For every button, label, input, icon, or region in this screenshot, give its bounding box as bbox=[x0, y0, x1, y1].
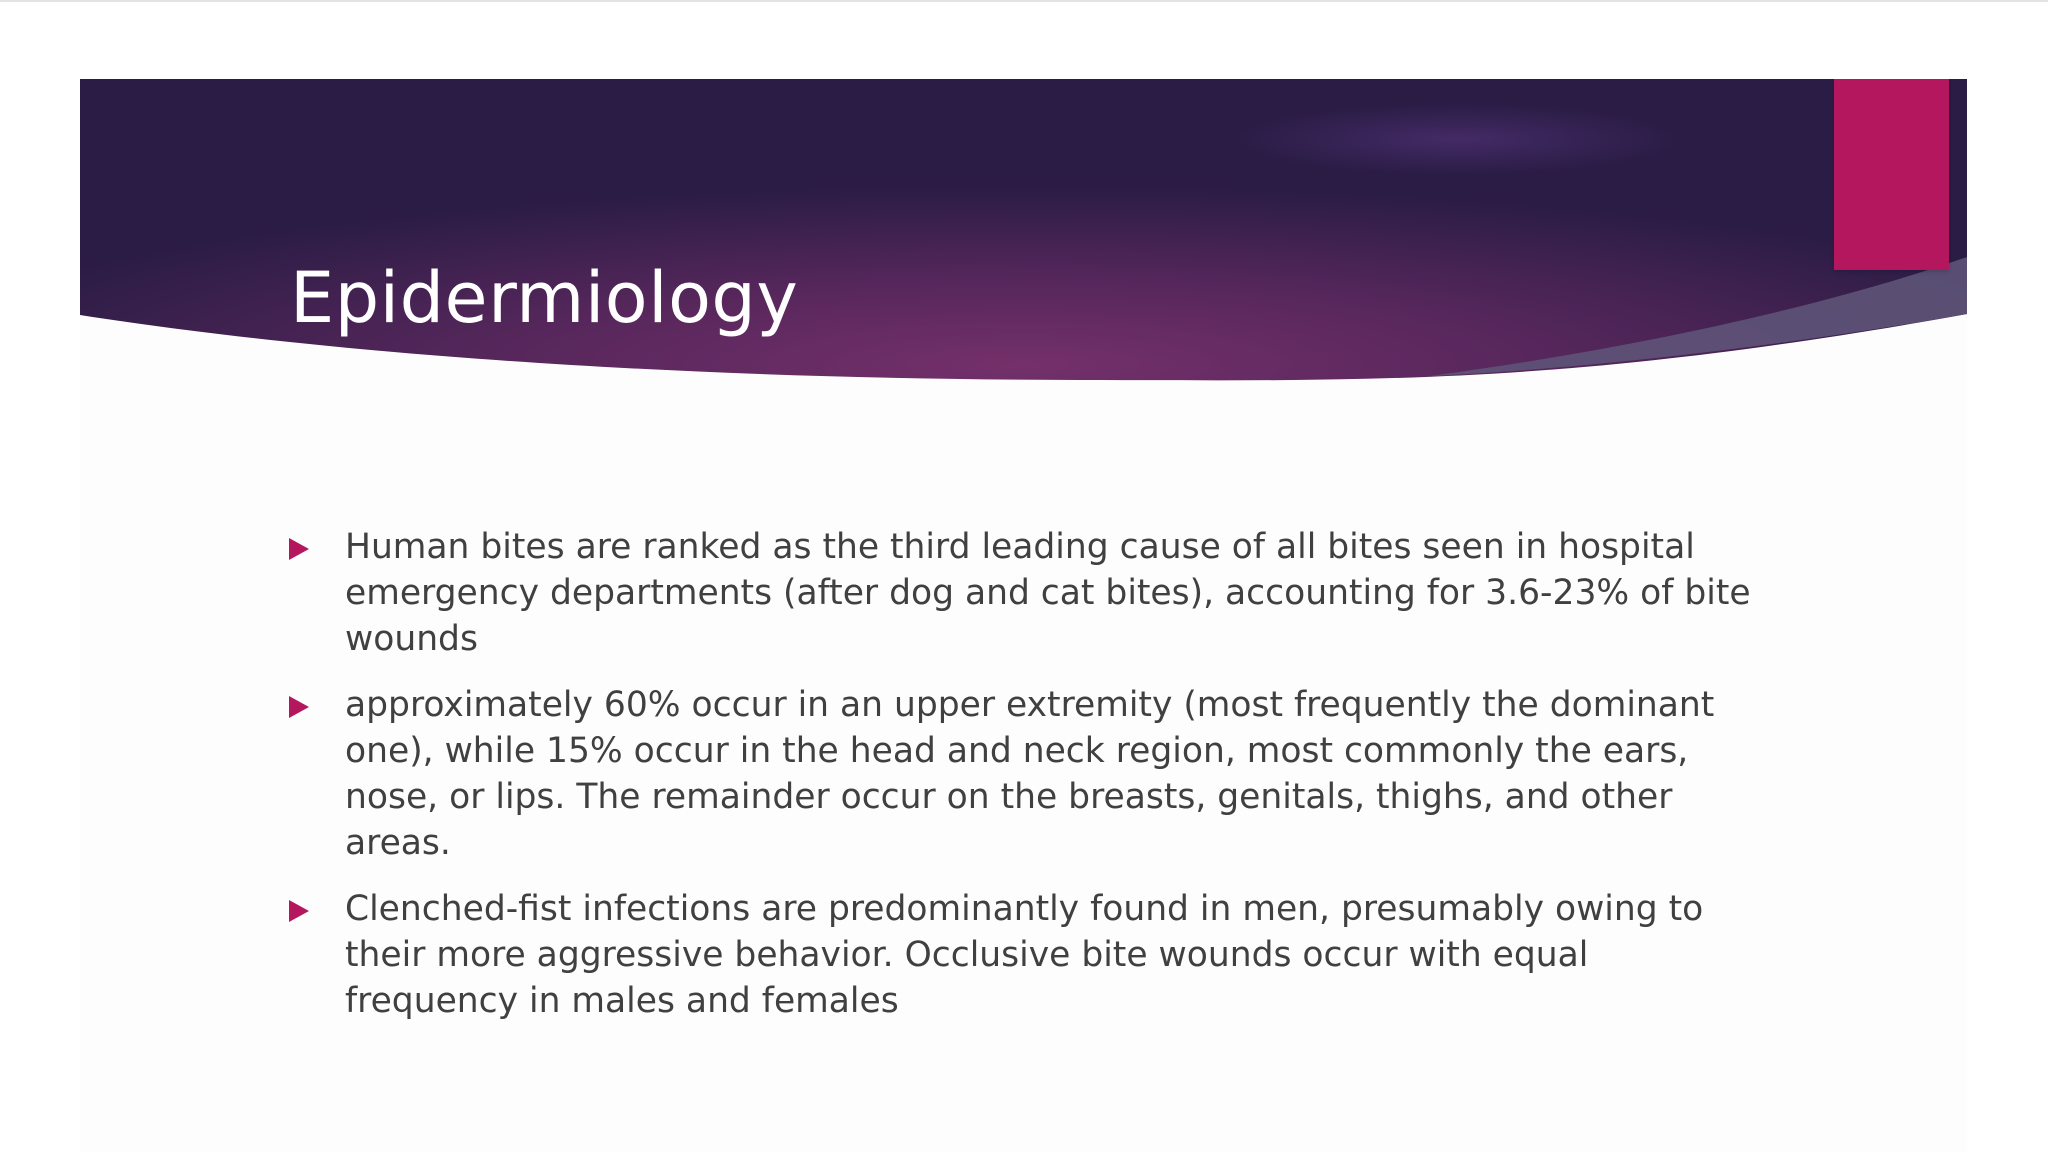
bullet-text: Clenched-fist infections are predominantly found in men, presumably owing to their more aggressive behavior. Occlusive bite wounds occur with equal frequency in males and females bbox=[345, 889, 1704, 1021]
slide bbox=[80, 79, 1967, 1152]
triangle-right-icon bbox=[289, 900, 309, 922]
bullet-item bbox=[289, 886, 1759, 1024]
bullet-text: Human bites are ranked as the third leading cause of all bites seen in hospital emergency departments (after dog and cat bites), accounting for 3.6-23% of bite wounds bbox=[345, 527, 1751, 659]
triangle-right-icon bbox=[289, 696, 309, 718]
window-top-border bbox=[0, 0, 2048, 2]
title-banner bbox=[80, 79, 1967, 385]
bullet-item bbox=[289, 524, 1759, 662]
triangle-right-icon bbox=[289, 538, 309, 560]
slide-title: Epidermiology bbox=[290, 257, 799, 339]
bullet-list bbox=[289, 524, 1759, 1044]
bullet-text: approximately 60% occur in an upper extremity (most frequently the dominant one), while 15% occur in the head and neck region, most commonly the ears, nose, or lips. The remainder occur on the breasts, genitals, thighs, and other areas. bbox=[345, 685, 1715, 863]
bullet-item bbox=[289, 682, 1759, 866]
accent-tab bbox=[1834, 79, 1949, 270]
